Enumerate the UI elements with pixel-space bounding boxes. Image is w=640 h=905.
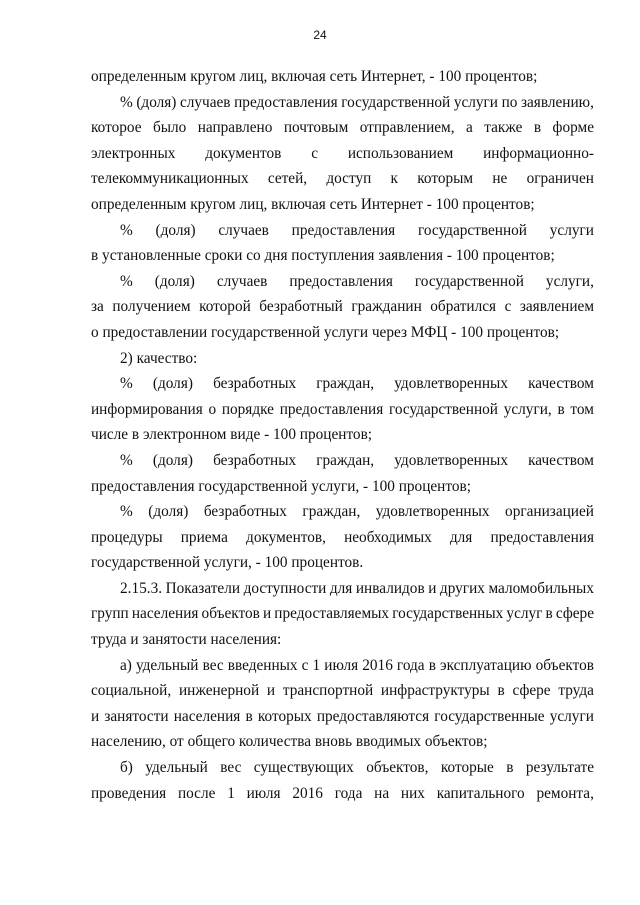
text-word: занятости [104,707,169,725]
text-word: которым [417,170,474,188]
text-word: предоставления [234,93,338,111]
text-line [91,729,594,755]
text-word: государственные [434,707,545,725]
text-word: о предоставлении государственной услуги через МФЦ - 100 процентов; [91,323,560,341]
text-word: инженерной [178,682,260,700]
text-word: форме [552,119,594,137]
text-word: предоставления [289,272,393,290]
text-word: качеством [528,451,594,469]
text-line [91,474,594,500]
text-word: о [208,400,217,418]
text-word: в [557,400,565,418]
text-word: государственной [417,221,527,239]
text-word: Показатели [165,579,241,597]
text-word: в [545,605,553,623]
text-word: в установленные сроки со дня поступления заявления - 100 процентов; [91,247,555,265]
text-word: с [311,144,318,162]
text-word: случаев [216,272,268,290]
text-word: (доля) [152,375,193,393]
text-word: безработный [259,298,343,316]
text-word: порядке [221,400,274,418]
text-word: предоставляемых [274,605,390,623]
text-word: определенным кругом лиц, включая сеть Интернет - 100 процентов; [91,195,535,213]
text-word: безработных [213,451,297,469]
text-word: % [120,503,133,521]
text-word: (доля) [148,503,189,521]
text-word: и [428,579,437,597]
text-line [91,550,594,576]
text-line [91,601,594,627]
text-word: населению, от общего количества вновь вводимых объектов; [91,733,488,751]
text-word: телекоммуникационных [91,170,249,188]
text-word: документов, [246,528,326,546]
text-word: введенных [227,656,298,674]
text-word: в [533,119,542,137]
text-word: (доля) [154,272,195,290]
text-line [91,653,594,679]
text-word: инфраструктуры [380,682,490,700]
text-line [91,704,594,730]
text-word: государственной [341,93,451,111]
text-word: приема [180,528,228,546]
text-word: них [400,784,425,802]
text-word: заявлению, [520,93,594,111]
text-line [91,320,594,346]
text-word: года [396,656,425,674]
text-word: и [263,605,272,623]
text-word: (доля) [155,221,196,239]
text-word: предоставляются [316,707,430,725]
text-word: капитального [436,784,525,802]
text-word: удельный [145,759,208,777]
text-word: 2016 [292,784,323,802]
text-word: июля [246,784,281,802]
text-word: числе в электронном виде - 100 процентов; [91,426,373,444]
text-word: (доля) [136,93,177,111]
text-word: удовлетворенных [375,503,490,521]
text-word: 2) качество: [120,349,198,367]
text-word: в [428,656,436,674]
text-word: которое [91,119,142,137]
text-word: в [497,682,505,700]
text-word: процедуры [91,528,163,546]
text-line [91,576,594,602]
text-word: с [504,298,512,316]
text-word: которые [440,759,494,777]
text-word: гражданин [351,298,422,316]
text-word: услуги, [503,400,552,418]
text-word: государственной [388,400,498,418]
text-word: б) [120,759,133,777]
text-word: государственной [414,272,524,290]
text-line [91,678,594,704]
text-word: удовлетворенных [394,375,508,393]
text-word: доступности [243,579,327,597]
text-word: транспортной [282,682,374,700]
text-word: сфере [512,682,551,700]
text-word: отправлением, [359,119,455,137]
text-word: услуги, [545,272,594,290]
text-line [91,294,594,320]
text-word: социальной, [91,682,172,700]
text-word: услуг [506,605,543,623]
text-line [91,192,594,218]
text-word: объектов [535,656,594,674]
text-line [91,448,594,474]
text-word: населения [131,605,199,623]
text-line [91,269,594,295]
text-word: граждан, [302,503,361,521]
text-word: к [390,170,398,188]
text-word: эксплуатацию [440,656,532,674]
text-word: % [120,272,133,290]
text-word: случаев [218,221,269,239]
text-word: труда и занятости населения: [91,631,282,649]
text-word: групп [91,605,129,623]
text-word: сетей, [267,170,308,188]
text-word: % [120,93,133,111]
text-word: необходимых [344,528,432,546]
text-line [91,346,594,372]
text-line [91,525,594,551]
text-word: с [301,656,309,674]
text-line [91,218,594,244]
text-word: результате [525,759,594,777]
text-word: предоставления государственной услуги, - 100 процентов; [91,477,471,495]
text-word: информирования [91,400,203,418]
text-line [91,627,594,653]
text-word: предоставления [490,528,594,546]
text-word: документов [205,144,282,162]
text-line [91,243,594,269]
text-word: после [177,784,216,802]
text-word: доступ [326,170,372,188]
text-word: услуги [549,221,594,239]
text-word: на [374,784,390,802]
page-number: 24 [313,28,327,42]
text-word: удовлетворенных [394,451,508,469]
text-word: обратился [430,298,497,316]
text-word: направлено [197,119,273,137]
text-word: безработных [213,375,297,393]
text-word: определенным кругом лиц, включая сеть Интернет, - 100 процентов; [91,68,538,85]
text-word: том [570,400,594,418]
text-word: по [501,93,518,111]
text-word: 2.15.3. [120,579,163,597]
text-word: года [334,784,363,802]
text-word: 1 [312,656,321,674]
text-word: заявлением [519,298,594,316]
text-word: для [329,579,353,597]
text-word: в [506,759,514,777]
text-line [91,371,594,397]
text-word: объектов [201,605,260,623]
text-word: и [91,707,100,725]
text-line [91,397,594,423]
text-word: электронных [91,144,176,162]
text-word: организацией [505,503,594,521]
text-word: случаев [179,93,231,111]
text-word: вес [220,759,242,777]
text-word: 1 [227,784,235,802]
text-word: предоставления [279,400,384,418]
text-word: которой [199,298,251,316]
text-line [91,422,594,448]
text-word: труда [558,682,594,700]
text-word: качеством [528,375,594,393]
text-word: использованием [347,144,454,162]
text-word: безработных [203,503,287,521]
text-word: услуги [549,707,594,725]
text-word: проведения [91,784,167,802]
text-word: % [120,375,133,393]
text-word: сфере [555,605,594,623]
text-word: 2016 [362,656,393,674]
text-word: а) [120,656,132,674]
text-word: удельный [135,656,199,674]
text-word: информационно- [483,144,594,162]
document-body [91,64,594,806]
text-line [91,166,594,192]
text-line [91,781,594,807]
text-word: также [484,119,523,137]
text-word: для [449,528,473,546]
text-line [91,115,594,141]
text-word: июля [324,656,359,674]
text-word: инвалидов [355,579,425,597]
text-word: за [91,298,104,316]
text-word: и [266,682,276,700]
text-word: получением [112,298,191,316]
text-word: почтовым [283,119,349,137]
text-word: % [120,451,133,469]
text-word: государственных [392,605,504,623]
text-word: а [465,119,473,137]
text-word: ограничен [526,170,594,188]
text-word: услуги [453,93,498,111]
text-line [91,141,594,167]
text-word: государственной услуги, - 100 процентов. [91,554,364,572]
text-line [91,90,594,116]
text-word: ремонта, [536,784,594,802]
text-word: было [152,119,187,137]
text-word: (доля) [152,451,193,469]
text-word: существующих [253,759,354,777]
text-line [91,755,594,781]
text-word: маломобильных [488,579,594,597]
text-word: других [439,579,485,597]
text-word: предоставления [291,221,396,239]
text-word: % [120,221,133,239]
text-line [91,499,594,525]
text-word: в [245,707,253,725]
text-word: граждан, [316,375,375,393]
text-word: объектов, [366,759,429,777]
text-word: граждан, [316,451,375,469]
text-line [91,64,594,90]
text-word: населения [173,707,241,725]
text-word: которых [257,707,312,725]
text-word: вес [202,656,224,674]
text-word: не [492,170,508,188]
